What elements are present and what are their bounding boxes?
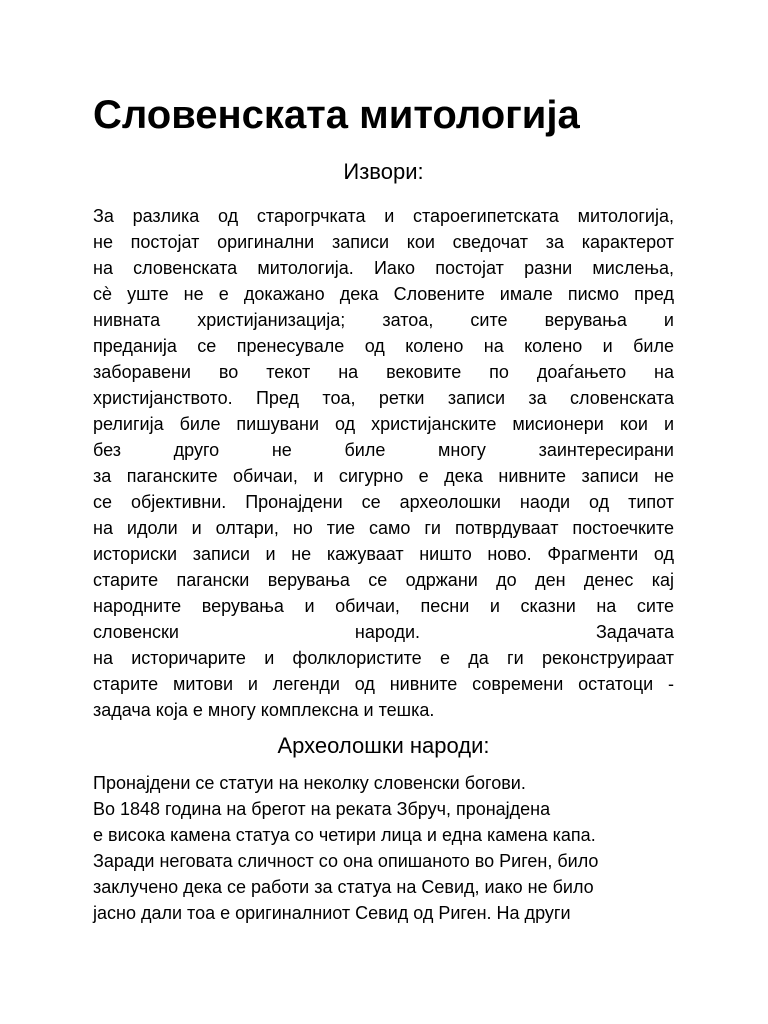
paragraph-line: задача која е многу комплексна и тешка. bbox=[93, 700, 435, 720]
paragraph-line: на словенската митологија. Иако постојат разни мислења, bbox=[93, 258, 674, 278]
paragraph-line: се објективни. Пронајдени се археолошки наоди од типот bbox=[93, 492, 674, 512]
sources-paragraph bbox=[93, 203, 674, 723]
paragraph-line: народните верувања и обичаи, песни и сказни на сите bbox=[93, 596, 674, 616]
document-title: Словенската митологија bbox=[93, 93, 580, 137]
paragraph-line: христијанството. Пред тоа, ретки записи за словенската bbox=[93, 388, 674, 408]
paragraph-line: старите пагански верувања се одржани до ден денес кај bbox=[93, 570, 674, 590]
paragraph-line: на историчарите и фолклористите е да ги реконструираат bbox=[93, 648, 674, 668]
paragraph-line: Во 1848 година на брегот на реката Збруч, пронајдена bbox=[93, 799, 551, 819]
paragraph-line: Заради неговата сличност со она опишаното во Риген, било bbox=[93, 851, 599, 871]
paragraph-line: преданија се пренесувале од колено на колено и биле bbox=[93, 336, 674, 356]
paragraph-line: јасно дали тоа е оригиналниот Севид од Риген. На други bbox=[93, 903, 571, 923]
paragraph-line: историски записи и не кажуваат ништо ново. Фрагменти од bbox=[93, 544, 674, 564]
paragraph-line: заборавени во текот на вековите по доаѓањето на bbox=[93, 362, 674, 382]
paragraph-line: нивната христијанизација; затоа, сите верувања и bbox=[93, 310, 674, 330]
paragraph-line: без друго не биле многу заинтересирани bbox=[93, 440, 674, 460]
paragraph-line: за паганските обичаи, и сигурно е дека нивните записи не bbox=[93, 466, 674, 486]
paragraph-line: е висока камена статуа со четири лица и една камена капа. bbox=[93, 825, 596, 845]
section-heading-archaeology: Археолошки народи: bbox=[277, 733, 490, 758]
paragraph-line: Пронајдени се статуи на неколку словенски богови. bbox=[93, 773, 526, 793]
section-heading-sources: Извори: bbox=[343, 159, 424, 184]
paragraph-line: словенски народи. Задачата bbox=[93, 622, 674, 642]
paragraph-line: религија биле пишувани од христијанските мисионери кои и bbox=[93, 414, 674, 434]
paragraph-line: не постојат оригинални записи кои сведочат за карактерот bbox=[93, 232, 674, 252]
paragraph-line: на идоли и олтари, но тие само ги потврдуваат постоечките bbox=[93, 518, 674, 538]
paragraph-line: заклучено дека се работи за статуа на Севид, иако не било bbox=[93, 877, 594, 897]
paragraph-line: сѐ уште не е докажано дека Словените имале писмо пред bbox=[93, 284, 674, 304]
paragraph-line: старите митови и легенди од нивните современи остатоци - bbox=[93, 674, 674, 694]
paragraph-line: За разлика од старогрчката и староегипетската митологија, bbox=[93, 206, 674, 226]
archaeology-paragraph bbox=[93, 770, 674, 926]
